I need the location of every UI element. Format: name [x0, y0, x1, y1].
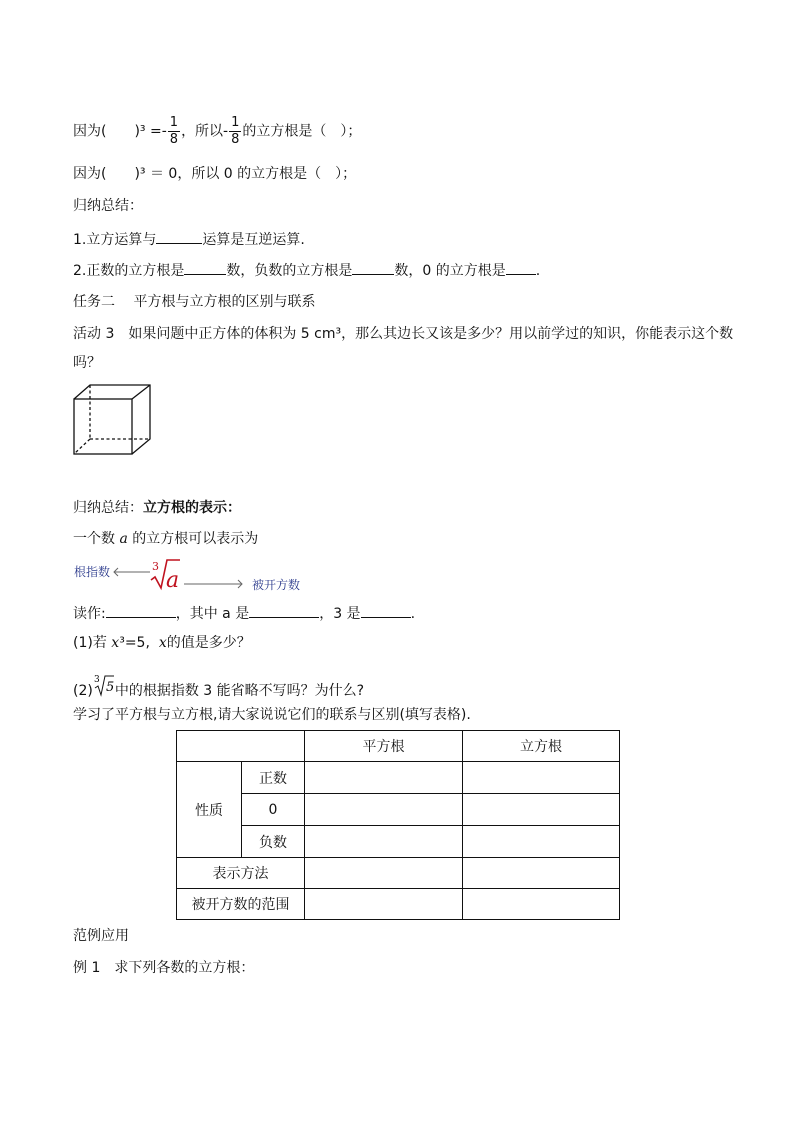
- cell-input[interactable]: [463, 826, 620, 858]
- cell-input[interactable]: [305, 762, 463, 794]
- blank-1[interactable]: [156, 229, 202, 244]
- table-intro: 学习了平方根与立方根,请大家说说它们的联系与区别(填写表格).: [73, 707, 471, 723]
- cell-input[interactable]: [305, 889, 463, 920]
- root-index-label: 根指数: [74, 565, 111, 579]
- example-heading: 范例应用: [73, 928, 129, 944]
- example-1: 例 1 求下列各数的立方根：: [73, 960, 255, 976]
- line-cube-neg-eighth: 因为( )³ =- $\frac{1}{8}$ ，所以- $\frac{1}{8}$ 的立方根是（ ）；: [73, 115, 362, 147]
- comparison-table: [176, 730, 620, 920]
- fraction-one-eighth-2: $\frac{1}{8}$: [231, 115, 240, 147]
- activity-3-line-1: 活动 3 如果问题中正方体的体积为 5 cm³，那么其边长又该是多少？用以前学过的知识，你能表示这个数: [73, 326, 734, 342]
- read-as-line: 读作: ，其中 a 是 ，3 是 .: [73, 603, 415, 624]
- summary-item-2: 2.正数的立方根是 数，负数的立方根是 数，0 的立方根是 .: [73, 260, 540, 281]
- blank-4[interactable]: [506, 260, 536, 275]
- blank-3[interactable]: [352, 260, 394, 275]
- cube-illustration: [72, 383, 156, 457]
- blank-2[interactable]: [184, 260, 226, 275]
- summary-heading-2: 归纳总结：立方根的表示：: [73, 500, 241, 516]
- table-corner: [177, 731, 305, 762]
- blank-3-is[interactable]: [361, 603, 411, 618]
- cell-input[interactable]: [463, 794, 620, 826]
- header-cube-root: 立方根: [463, 731, 620, 762]
- fraction-one-eighth: $\frac{1}{8}$: [169, 115, 179, 147]
- representation-line: 一个数 a 的立方根可以表示为: [73, 531, 259, 547]
- question-1: (1)若 x³=5, x的值是多少？: [73, 635, 251, 651]
- blank-read[interactable]: [106, 603, 176, 618]
- cube-root-diagram: [72, 558, 322, 598]
- row-zero: 0: [242, 794, 305, 826]
- root-index-number: 3: [152, 560, 159, 573]
- cell-input[interactable]: [305, 794, 463, 826]
- row-radicand-range: 被开方数的范围: [177, 889, 305, 920]
- cell-input[interactable]: [305, 826, 463, 858]
- row-notation: 表示方法: [177, 858, 305, 889]
- row-positive: 正数: [242, 762, 305, 794]
- question-2: (2) 3 5 中的根据指数 3 能省略不写吗？为什么?: [73, 675, 365, 699]
- summary-item-1: 1.立方运算与 运算是互逆运算.: [73, 229, 305, 250]
- cbrt-radicand: 5: [105, 680, 115, 695]
- cell-input[interactable]: [305, 858, 463, 889]
- property-label: 性质: [177, 762, 242, 858]
- task-two-heading: 任务二 平方根与立方根的区别与联系: [73, 294, 316, 310]
- line-cube-zero: 因为( )³ ＝ 0，所以 0 的立方根是（ ）；: [73, 166, 357, 182]
- cell-input[interactable]: [463, 858, 620, 889]
- cbrt-index: 3: [93, 675, 100, 685]
- summary-heading-1: 归纳总结：: [73, 198, 143, 214]
- cube-root-of-five: [93, 673, 115, 697]
- cell-input[interactable]: [463, 762, 620, 794]
- radicand-label: 被开方数: [252, 578, 301, 592]
- blank-a-is[interactable]: [249, 603, 319, 618]
- radicand-variable: a: [166, 568, 180, 593]
- row-negative: 负数: [242, 826, 305, 858]
- activity-3-line-2: 吗？: [73, 355, 101, 371]
- header-square-root: 平方根: [305, 731, 463, 762]
- cell-input[interactable]: [463, 889, 620, 920]
